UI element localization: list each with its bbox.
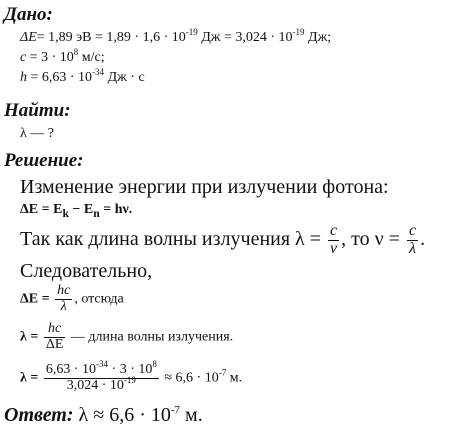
- given-planck-line: $h = 6,63 \cdot 10^{-34}$ Дж · с: [20, 67, 145, 85]
- energy-hc-lambda-formula: ΔE = $\frac{hc}{\lambda}$ , отсюда: [20, 283, 124, 314]
- energy-change-formula: $\Delta E = E_k - E_n = h\nu$.: [20, 202, 133, 220]
- find-line: λ — ?: [20, 126, 55, 141]
- consequently-text: Следовательно,: [20, 260, 153, 282]
- given-light-speed-line: $c = 3 \cdot 10^8$ м/с;: [20, 47, 105, 65]
- answer-line: Ответ: $\lambda \approx 6,6 \cdot 10^{-7}$ м.: [4, 404, 203, 426]
- fraction-calculation: $\frac{6,63 \cdot 10^{-34} \cdot 3 \cdot 10^8}{3,024 \cdot 10^{-19}}$: [45, 359, 157, 393]
- solution-intro: Изменение энергии при излучении фотона:: [20, 176, 389, 198]
- wavelength-relation: Так как длина волны излучения λ = $\frac{c}{\nu}$ , то ν = $\frac{c}{\lambda}$ .: [20, 222, 426, 257]
- answer-label: Ответ:: [4, 404, 74, 426]
- fraction-hc-over-lambda: $\frac{hc}{\lambda}$: [57, 283, 71, 314]
- wavelength-formula: λ = $\frac{hc}{\Delta E}$ — длина волны излучения.: [20, 321, 234, 352]
- fraction-c-over-lambda: $\frac{c}{\lambda}$: [408, 222, 417, 257]
- fraction-hc-over-delta-e: $\frac{hc}{\Delta E}$: [45, 321, 64, 352]
- find-heading: Найти:: [4, 100, 71, 121]
- wavelength-calculation: λ = $\frac{6,63 \cdot 10^{-34} \cdot 3 \cdot 10^8}{3,024 \cdot 10^{-19}}$ ≈ $6,6 \cdot 10^{-7}$ м.: [20, 359, 243, 393]
- given-heading: Дано:: [4, 4, 53, 25]
- fraction-c-over-nu: $\frac{c}{\nu}$: [330, 222, 338, 257]
- solution-heading: Решение:: [4, 150, 84, 171]
- given-energy-line: ΔE= 1,89 эВ = $1,89 \cdot 1,6 \cdot 10^{-19}$ Дж = $3,024 \cdot 10^{-19}$ Дж;: [20, 27, 332, 45]
